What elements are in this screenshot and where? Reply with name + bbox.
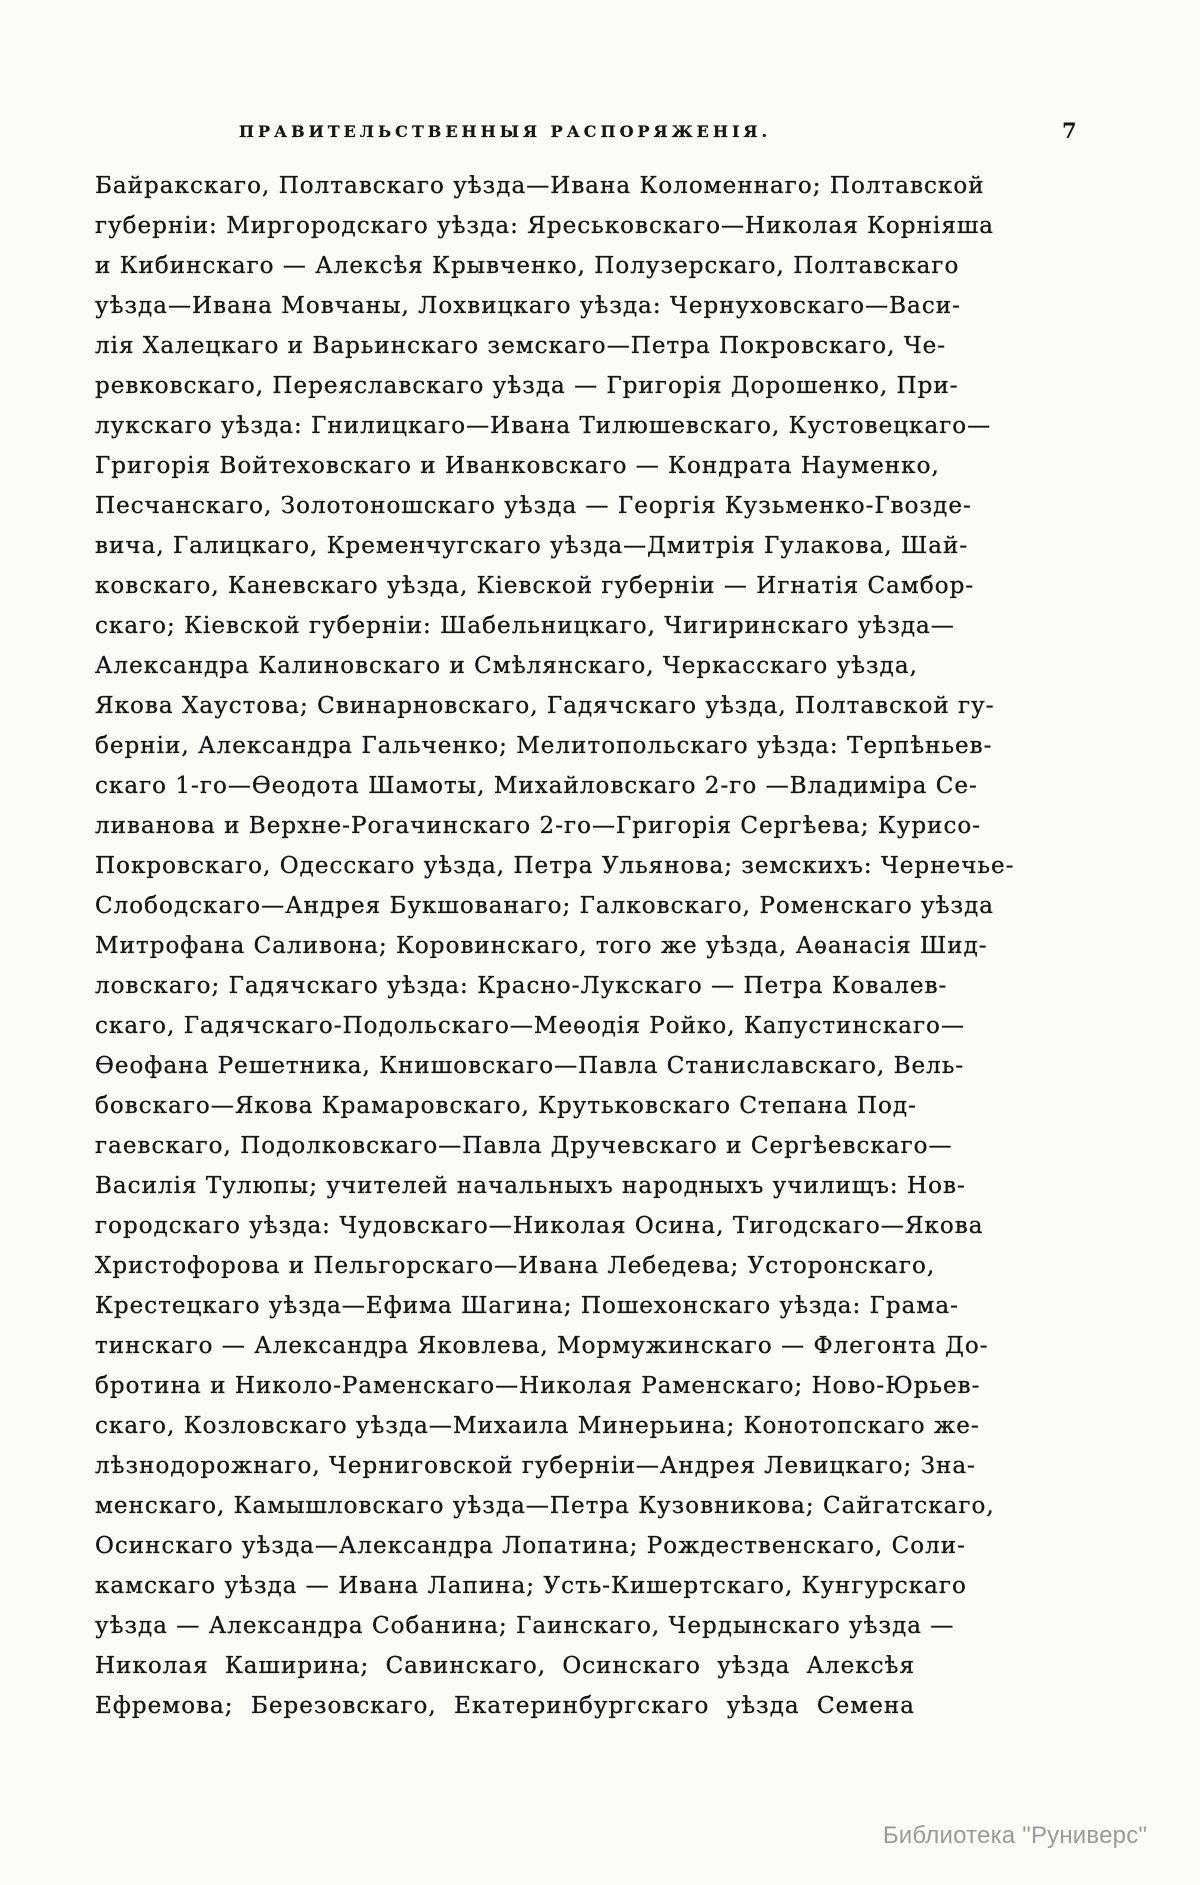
text-line: Александра Калиновскаго и Смѣлянскаго, Черкасскаго уѣзда, [95, 653, 918, 679]
text-line: городскаго уѣзда: Чудовскаго—Николая Осина, Тигодскаго—Якова [95, 1213, 984, 1239]
text-line: Митрофана Саливона; Коровинскаго, того же уѣзда, Аѳанасія Шид- [95, 933, 988, 959]
text-line: Василія Тулюпы; учителей начальныхъ народныхъ училищъ: Нов- [95, 1173, 966, 1199]
body-text-block [95, 166, 1015, 1726]
running-header-title: ПРАВИТЕЛЬСТВЕННЫЯ РАСПОРЯЖЕНІЯ. [238, 122, 772, 141]
text-line: Якова Хаустова; Свинарновскаго, Гадячскаго уѣзда, Полтавской гу- [95, 693, 995, 719]
text-line: ревковскаго, Переяславскаго уѣзда — Григорія Дорошенко, При- [95, 373, 959, 399]
text-line: Осинскаго уѣзда—Александра Лопатина; Рождественскаго, Соли- [95, 1533, 966, 1559]
text-line: бротина и Николо-Раменскаго—Николая Раменскаго; Ново-Юрьев- [95, 1373, 981, 1399]
text-line: Покровскаго, Одесскаго уѣзда, Петра Ульянова; земскихъ: Чернечье- [95, 853, 1015, 879]
text-line: скаго 1-го—Ѳеодота Шамоты, Михайловскаго 2-го —Владиміра Се- [95, 773, 978, 799]
text-line: бовскаго—Якова Крамаровскаго, Крутьковскаго Степана Под- [95, 1093, 917, 1119]
text-line: гаевскаго, Подолковскаго—Павла Дручевскаго и Сергѣевскаго— [95, 1133, 953, 1159]
text-line: Христофорова и Пельгорскаго—Ивана Лебедева; Усторонскаго, [95, 1253, 936, 1279]
text-line: берніи, Александра Гальченко; Мелитопольскаго уѣзда: Терпѣньев- [95, 733, 993, 759]
text-line: Николая Каширина; Савинскаго, Осинскаго уѣзда Алексѣя [95, 1653, 915, 1679]
text-line: лукскаго уѣзда: Гнилицкаго—Ивана Тилюшевскаго, Кустовецкаго— [95, 413, 992, 439]
text-line: Крестецкаго уѣзда—Ефима Шагина; Пошехонскаго уѣзда: Грама- [95, 1293, 959, 1319]
text-line: Песчанскаго, Золотоношскаго уѣзда — Георгія Кузьменко-Гвозде- [95, 493, 972, 519]
text-line: скаго, Козловскаго уѣзда—Михаила Минерьина; Конотопскаго же- [95, 1413, 980, 1439]
text-line: тинскаго — Александра Яковлева, Мормужинскаго — Флегонта До- [95, 1333, 989, 1359]
page-number: 7 [1062, 118, 1077, 143]
text-line: камскаго уѣзда — Ивана Лапина; Усть-Кишертскаго, Кунгурскаго [95, 1573, 967, 1599]
text-line: Ефремова; Березовскаго, Екатеринбургскаго уѣзда Семена [95, 1693, 915, 1719]
text-line: менскаго, Камышловскаго уѣзда—Петра Кузовникова; Сайгатскаго, [95, 1493, 995, 1519]
text-line: и Кибинскаго — Алексѣя Крывченко, Полузерскаго, Полтавскаго [95, 253, 960, 279]
text-line: Григорія Войтеховскаго и Иванковскаго — Кондрата Науменко, [95, 453, 940, 479]
text-line: вича, Галицкаго, Кременчугскаго уѣзда—Дмитрія Гулакова, Шай- [95, 533, 969, 559]
text-line: Байракскаго, Полтавскаго уѣзда—Ивана Коломеннаго; Полтавской [95, 173, 985, 199]
text-line: лѣзнодорожнаго, Черниговской губерніи—Андрея Левицкаго; Зна- [95, 1453, 976, 1479]
text-line: Ѳеофана Решетника, Книшовскаго—Павла Станиславскаго, Вель- [95, 1053, 965, 1079]
text-line: уѣзда — Александра Собанина; Гаинскаго, Чердынскаго уѣзда — [95, 1613, 955, 1639]
text-line: скаго, Гадячскаго-Подольскаго—Меѳодія Ройко, Капустинскаго— [95, 1013, 965, 1039]
text-line: губерніи: Миргородскаго уѣзда: Яреськовскаго—Николая Корніяша [95, 213, 995, 239]
text-line: ковскаго, Каневскаго уѣзда, Кіевской губерніи — Игнатія Самбор- [95, 573, 975, 599]
text-line: лія Халецкаго и Варьинскаго земскаго—Петра Покровскаго, Че- [95, 333, 947, 359]
text-line: ловскаго; Гадячскаго уѣзда: Красно-Лукскаго — Петра Ковалев- [95, 973, 948, 999]
library-watermark: Библиотека "Руниверс" [882, 1822, 1148, 1849]
text-line: уѣзда—Ивана Мовчаны, Лохвицкаго уѣзда: Чернуховскаго—Васи- [95, 293, 961, 319]
text-line: скаго; Кіевской губерніи: Шабельницкаго, Чигиринскаго уѣзда— [95, 613, 955, 639]
text-line: Слободскаго—Андрея Букшованаго; Галковскаго, Роменскаго уѣзда [95, 893, 995, 919]
text-line: ливанова и Верхне-Рогачинскаго 2-го—Григорія Сергѣева; Курисо- [95, 813, 982, 839]
